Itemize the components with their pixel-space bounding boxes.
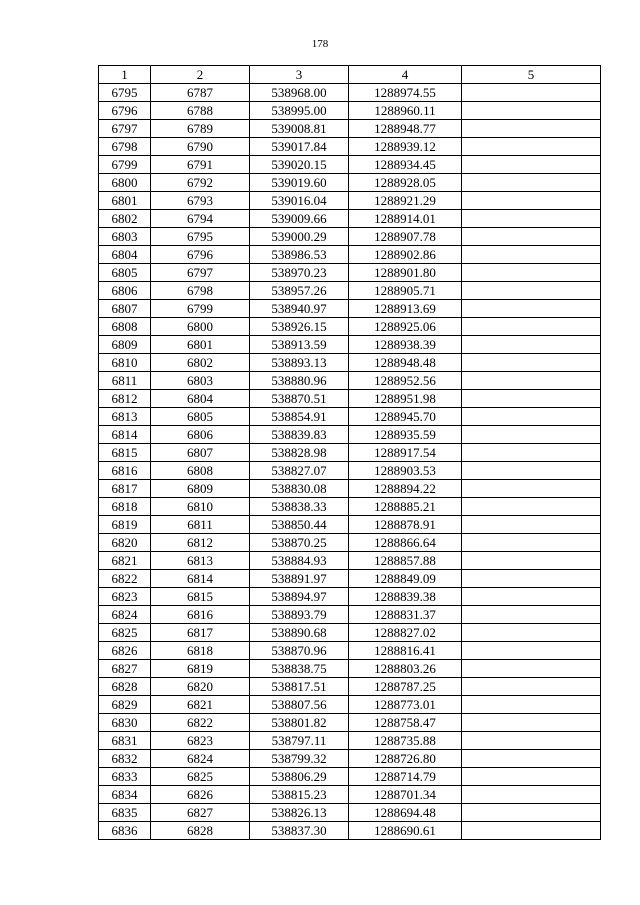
table-cell-col-1: 6802 [99,210,151,228]
table-cell-col-5 [462,804,601,822]
column-header-2: 2 [151,66,250,84]
table-cell-col-1: 6829 [99,696,151,714]
table-cell-col-4: 1288857.88 [349,552,462,570]
table-row [99,534,601,552]
table-row [99,372,601,390]
table-cell-col-2: 6796 [151,246,250,264]
table-row [99,120,601,138]
table-cell-col-1: 6810 [99,354,151,372]
table-cell-col-3: 538838.33 [250,498,349,516]
table-cell-col-3: 538837.30 [250,822,349,840]
table-cell-col-2: 6814 [151,570,250,588]
table-row [99,102,601,120]
table-cell-col-3: 538893.13 [250,354,349,372]
table-cell-col-1: 6824 [99,606,151,624]
table-row [99,804,601,822]
table-cell-col-1: 6800 [99,174,151,192]
table-cell-col-4: 1288905.71 [349,282,462,300]
table-cell-col-4: 1288816.41 [349,642,462,660]
table-cell-col-3: 538830.08 [250,480,349,498]
table-cell-col-4: 1288913.69 [349,300,462,318]
table-cell-col-5 [462,552,601,570]
table-cell-col-3: 539000.29 [250,228,349,246]
table-row [99,408,601,426]
table-row [99,768,601,786]
table-cell-col-2: 6797 [151,264,250,282]
table-cell-col-3: 538828.98 [250,444,349,462]
table-cell-col-3: 538890.68 [250,624,349,642]
table-cell-col-1: 6795 [99,84,151,102]
table-cell-col-3: 538968.00 [250,84,349,102]
table-cell-col-5 [462,300,601,318]
table-row [99,606,601,624]
table-cell-col-5 [462,588,601,606]
table-cell-col-1: 6836 [99,822,151,840]
table-cell-col-1: 6830 [99,714,151,732]
table-cell-col-2: 6805 [151,408,250,426]
table-cell-col-1: 6832 [99,750,151,768]
table-cell-col-4: 1288735.88 [349,732,462,750]
table-cell-col-1: 6806 [99,282,151,300]
table-cell-col-4: 1288726.80 [349,750,462,768]
table-cell-col-2: 6813 [151,552,250,570]
table-cell-col-4: 1288925.06 [349,318,462,336]
table-cell-col-2: 6789 [151,120,250,138]
table-cell-col-5 [462,354,601,372]
column-header-4: 4 [349,66,462,84]
table-cell-col-4: 1288948.77 [349,120,462,138]
table-cell-col-3: 538797.11 [250,732,349,750]
table-cell-col-2: 6799 [151,300,250,318]
table-cell-col-4: 1288934.45 [349,156,462,174]
table-cell-col-1: 6835 [99,804,151,822]
table-cell-col-5 [462,426,601,444]
table-cell-col-4: 1288951.98 [349,390,462,408]
table-cell-col-4: 1288787.25 [349,678,462,696]
table-cell-col-1: 6799 [99,156,151,174]
table-cell-col-3: 538870.96 [250,642,349,660]
table-cell-col-2: 6793 [151,192,250,210]
table-row [99,588,601,606]
table-cell-col-2: 6818 [151,642,250,660]
table-row [99,822,601,840]
table-row [99,786,601,804]
table-cell-col-3: 538838.75 [250,660,349,678]
table-cell-col-3: 538870.25 [250,534,349,552]
table-cell-col-1: 6821 [99,552,151,570]
table-row [99,138,601,156]
table-cell-col-1: 6807 [99,300,151,318]
table-cell-col-2: 6806 [151,426,250,444]
table-cell-col-5 [462,228,601,246]
table-cell-col-4: 1288701.34 [349,786,462,804]
table-cell-col-2: 6808 [151,462,250,480]
table-cell-col-1: 6825 [99,624,151,642]
table-cell-col-1: 6820 [99,534,151,552]
table-row [99,570,601,588]
table-cell-col-5 [462,606,601,624]
table-cell-col-1: 6805 [99,264,151,282]
table-cell-col-2: 6791 [151,156,250,174]
table-cell-col-4: 1288928.05 [349,174,462,192]
table-cell-col-2: 6811 [151,516,250,534]
table-cell-col-2: 6807 [151,444,250,462]
table-row [99,552,601,570]
table-cell-col-1: 6814 [99,426,151,444]
table-cell-col-2: 6794 [151,210,250,228]
table-cell-col-3: 538893.79 [250,606,349,624]
table-cell-col-2: 6821 [151,696,250,714]
table-cell-col-5 [462,318,601,336]
table-cell-col-4: 1288885.21 [349,498,462,516]
table-cell-col-3: 538839.83 [250,426,349,444]
table-cell-col-1: 6809 [99,336,151,354]
table-cell-col-3: 538801.82 [250,714,349,732]
table-cell-col-1: 6826 [99,642,151,660]
table-cell-col-3: 538995.00 [250,102,349,120]
table-row [99,318,601,336]
table-cell-col-4: 1288945.70 [349,408,462,426]
table-cell-col-4: 1288902.86 [349,246,462,264]
table-cell-col-1: 6815 [99,444,151,462]
table-cell-col-4: 1288974.55 [349,84,462,102]
table-cell-col-5 [462,624,601,642]
table-row [99,246,601,264]
table-cell-col-5 [462,732,601,750]
table-cell-col-5 [462,786,601,804]
table-cell-col-2: 6819 [151,660,250,678]
table-row [99,390,601,408]
table-cell-col-2: 6820 [151,678,250,696]
table-cell-col-5 [462,336,601,354]
table-cell-col-3: 538806.29 [250,768,349,786]
table-cell-col-4: 1288960.11 [349,102,462,120]
table-cell-col-5 [462,660,601,678]
table-cell-col-2: 6787 [151,84,250,102]
table-cell-col-5 [462,192,601,210]
table-cell-col-3: 538986.53 [250,246,349,264]
table-cell-col-2: 6788 [151,102,250,120]
table-cell-col-5 [462,156,601,174]
table-cell-col-3: 538913.59 [250,336,349,354]
table-cell-col-1: 6812 [99,390,151,408]
table-cell-col-4: 1288758.47 [349,714,462,732]
table-cell-col-4: 1288907.78 [349,228,462,246]
table-cell-col-5 [462,480,601,498]
table-row [99,732,601,750]
table-cell-col-3: 539009.66 [250,210,349,228]
table-row [99,300,601,318]
table-cell-col-5 [462,768,601,786]
table-cell-col-4: 1288917.54 [349,444,462,462]
table-cell-col-2: 6790 [151,138,250,156]
table-cell-col-1: 6819 [99,516,151,534]
table-cell-col-3: 538815.23 [250,786,349,804]
table-row [99,264,601,282]
column-header-5: 5 [462,66,601,84]
table-cell-col-5 [462,372,601,390]
table-cell-col-2: 6828 [151,822,250,840]
table-cell-col-5 [462,174,601,192]
table-cell-col-5 [462,570,601,588]
table-cell-col-1: 6823 [99,588,151,606]
table-cell-col-1: 6827 [99,660,151,678]
table-cell-col-3: 538891.97 [250,570,349,588]
table-cell-col-4: 1288894.22 [349,480,462,498]
table-cell-col-2: 6815 [151,588,250,606]
table-cell-col-3: 538799.32 [250,750,349,768]
coordinates-table [98,65,601,840]
table-cell-col-1: 6817 [99,480,151,498]
table-cell-col-1: 6818 [99,498,151,516]
table-row [99,624,601,642]
table-row [99,174,601,192]
table-row [99,210,601,228]
table-cell-col-1: 6833 [99,768,151,786]
column-header-3: 3 [250,66,349,84]
table-cell-col-4: 1288948.48 [349,354,462,372]
table-cell-col-3: 538926.15 [250,318,349,336]
table-cell-col-3: 538940.97 [250,300,349,318]
table-cell-col-2: 6803 [151,372,250,390]
table-cell-col-4: 1288866.64 [349,534,462,552]
table-cell-col-5 [462,444,601,462]
table-cell-col-1: 6804 [99,246,151,264]
table-row [99,354,601,372]
table-cell-col-5 [462,498,601,516]
column-header-1: 1 [99,66,151,84]
table-cell-col-2: 6826 [151,786,250,804]
table-cell-col-3: 538817.51 [250,678,349,696]
table-row [99,84,601,102]
table-cell-col-4: 1288878.91 [349,516,462,534]
table-cell-col-3: 538854.91 [250,408,349,426]
table-row [99,498,601,516]
table-cell-col-2: 6792 [151,174,250,192]
table-cell-col-3: 539020.15 [250,156,349,174]
table-cell-col-4: 1288938.39 [349,336,462,354]
table-cell-col-5 [462,210,601,228]
table-cell-col-3: 539017.84 [250,138,349,156]
table-cell-col-2: 6824 [151,750,250,768]
table-row [99,462,601,480]
table-row [99,156,601,174]
table-cell-col-4: 1288935.59 [349,426,462,444]
table-cell-col-3: 539008.81 [250,120,349,138]
table-cell-col-2: 6823 [151,732,250,750]
table-cell-col-1: 6803 [99,228,151,246]
table-cell-col-5 [462,390,601,408]
table-cell-col-5 [462,696,601,714]
table-row [99,714,601,732]
table-row [99,660,601,678]
table-row [99,444,601,462]
table-cell-col-3: 538970.23 [250,264,349,282]
table-cell-col-5 [462,408,601,426]
table-cell-col-2: 6817 [151,624,250,642]
table-cell-col-1: 6801 [99,192,151,210]
table-cell-col-1: 6822 [99,570,151,588]
table-cell-col-4: 1288901.80 [349,264,462,282]
table-row [99,516,601,534]
table-cell-col-1: 6828 [99,678,151,696]
table-cell-col-1: 6796 [99,102,151,120]
table-cell-col-5 [462,642,601,660]
table-cell-col-4: 1288849.09 [349,570,462,588]
table-cell-col-5 [462,282,601,300]
table-cell-col-2: 6822 [151,714,250,732]
table-cell-col-5 [462,516,601,534]
table-row [99,696,601,714]
table-cell-col-5 [462,264,601,282]
table-cell-col-5 [462,534,601,552]
table-cell-col-2: 6804 [151,390,250,408]
table-cell-col-5 [462,120,601,138]
table-cell-col-2: 6801 [151,336,250,354]
table-cell-col-5 [462,750,601,768]
table-cell-col-3: 538827.07 [250,462,349,480]
table-cell-col-4: 1288952.56 [349,372,462,390]
table-cell-col-1: 6808 [99,318,151,336]
table-body [99,84,601,840]
table-cell-col-5 [462,714,601,732]
table-cell-col-3: 538870.51 [250,390,349,408]
table-cell-col-2: 6800 [151,318,250,336]
table-cell-col-1: 6816 [99,462,151,480]
table-cell-col-4: 1288690.61 [349,822,462,840]
table-cell-col-3: 539019.60 [250,174,349,192]
table-row [99,282,601,300]
table-cell-col-2: 6827 [151,804,250,822]
table-cell-col-4: 1288914.01 [349,210,462,228]
table-row [99,750,601,768]
table-cell-col-1: 6797 [99,120,151,138]
table-cell-col-5 [462,462,601,480]
page-number: 178 [311,38,329,50]
table-cell-col-5 [462,138,601,156]
table-cell-col-5 [462,102,601,120]
table-cell-col-2: 6816 [151,606,250,624]
table-cell-col-4: 1288694.48 [349,804,462,822]
table-cell-col-2: 6809 [151,480,250,498]
table-cell-col-5 [462,246,601,264]
table-header [99,66,601,84]
table-cell-col-2: 6798 [151,282,250,300]
table-cell-col-5 [462,84,601,102]
table-cell-col-2: 6802 [151,354,250,372]
table-row [99,426,601,444]
table-cell-col-1: 6831 [99,732,151,750]
table-cell-col-3: 538884.93 [250,552,349,570]
table-cell-col-4: 1288839.38 [349,588,462,606]
table-cell-col-2: 6825 [151,768,250,786]
table-cell-col-4: 1288921.29 [349,192,462,210]
table-cell-col-3: 538894.97 [250,588,349,606]
table-cell-col-4: 1288827.02 [349,624,462,642]
table-cell-col-1: 6811 [99,372,151,390]
table-cell-col-4: 1288939.12 [349,138,462,156]
table-cell-col-1: 6834 [99,786,151,804]
table-cell-col-3: 538807.56 [250,696,349,714]
table-cell-col-2: 6812 [151,534,250,552]
table-cell-col-3: 539016.04 [250,192,349,210]
table-cell-col-3: 538880.96 [250,372,349,390]
table-cell-col-2: 6810 [151,498,250,516]
table-cell-col-4: 1288803.26 [349,660,462,678]
header-row [99,66,601,84]
table-row [99,480,601,498]
table-cell-col-1: 6798 [99,138,151,156]
table-row [99,336,601,354]
table-row [99,228,601,246]
table-cell-col-2: 6795 [151,228,250,246]
table-cell-col-5 [462,678,601,696]
table-cell-col-4: 1288831.37 [349,606,462,624]
table-cell-col-3: 538957.26 [250,282,349,300]
table-cell-col-4: 1288714.79 [349,768,462,786]
table-row [99,642,601,660]
table-row [99,678,601,696]
table-cell-col-1: 6813 [99,408,151,426]
table-cell-col-4: 1288903.53 [349,462,462,480]
table-cell-col-3: 538826.13 [250,804,349,822]
table-cell-col-3: 538850.44 [250,516,349,534]
table-row [99,192,601,210]
table-cell-col-5 [462,822,601,840]
table-cell-col-4: 1288773.01 [349,696,462,714]
